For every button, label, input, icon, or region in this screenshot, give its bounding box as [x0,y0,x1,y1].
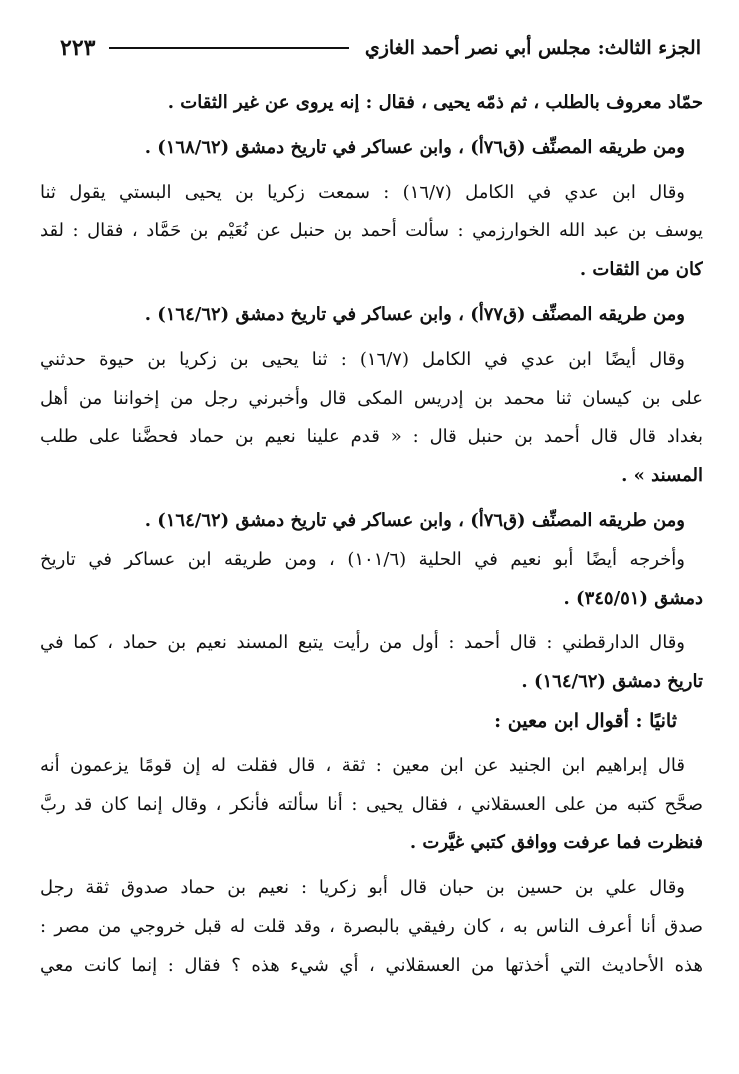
text-line: المسند » . [621,465,703,487]
text-line: حمّاد معروف بالطلب ، ثم ذمّه يحيى ، فقال : إنه يروى عن غير الثقات . [167,92,703,113]
text-line: صحَّح كتبه من على العسقلاني ، فقال يحيى : أنا سألته فأنكر ، وقال إنما كان قد ربَّ [40,793,703,815]
section-heading: ثانيًا : أقوال ابن معين : [494,709,677,732]
text-line: ومن طريقه المصنِّف (ق٧٦أ) ، وابن عساكر في تاريخ دمشق (١٦٤/٦٢) . [144,509,685,531]
text-line: قال إبراهيم ابن الجنيد عن ابن معين : ثقة ، قال فقلت له إن قومًا يزعمون أنه [40,754,685,776]
text-line: وقال الدارقطني : قال أحمد : أول من رأيت يتبع المسند نعيم بن حماد ، كما في [40,632,685,654]
text-line: ومن طريقه المصنِّف (ق٧٧أ) ، وابن عساكر في تاريخ دمشق (١٦٤/٦٢) . [144,303,685,325]
header-rule [109,47,348,49]
text-line: كان من الثقات . [579,259,703,281]
text-line: وأخرجه أيضًا أبو نعيم في الحلية (١٠١/٦) ، ومن طريقه ابن عساكر في تاريخ [40,548,685,570]
text-line: وقال ابن عدي في الكامل (١٦/٧) : سمعت زكريا بن يحيى البستي يقول ثنا [40,181,685,203]
text-line: هذه الأحاديث التي أخذتها من العسقلاني ، أي شيء هذه ؟ فقال : إنما كانت معي [40,954,703,976]
text-line: وقال علي بن حسين بن حبان قال أبو زكريا : نعيم بن حماد صدوق ثقة رجل [40,877,685,899]
page-number: ٢٢٣ [60,35,96,61]
text-line: وقال أيضًا ابن عدي في الكامل (١٦/٧) : ثنا يحيى بن زكريا بن حيوة حدثني [40,348,685,370]
text-line: على بن كيسان ثنا محمد بن إدريس المكى قال وأخبرني رجل من إخواننا من أهل [40,387,703,409]
page-body [40,84,703,986]
text-line: فنظرت فما عرفت ووافق كتبي غيَّرت . [409,832,703,854]
text-line: بغداد قال قال أحمد بن حنبل قال : « قدم علينا نعيم بن حماد فحضَّنا على طلب [40,426,703,448]
text-line: صدق أنا أعرف الناس به ، كان رفيقي بالبصرة ، وقد قلت له قبل خروجي من مصر : [40,915,703,937]
running-title: الجزء الثالث: مجلس أبي نصر أحمد الغازي [364,37,701,59]
text-line: يوسف بن عبد الله الخوارزمي : سألت أحمد بن حنبل عن نُعَيْم بن حَمَّاد ، فقال : لقد [40,220,703,242]
page-header [60,28,701,68]
text-line: تاريخ دمشق (١٦٤/٦٢) . [521,671,703,693]
text-line: ومن طريقه المصنِّف (ق٧٦أ) ، وابن عساكر في تاريخ دمشق (١٦٨/٦٢) . [144,136,685,158]
text-line: دمشق (٣٤٥/٥١) . [563,587,703,609]
